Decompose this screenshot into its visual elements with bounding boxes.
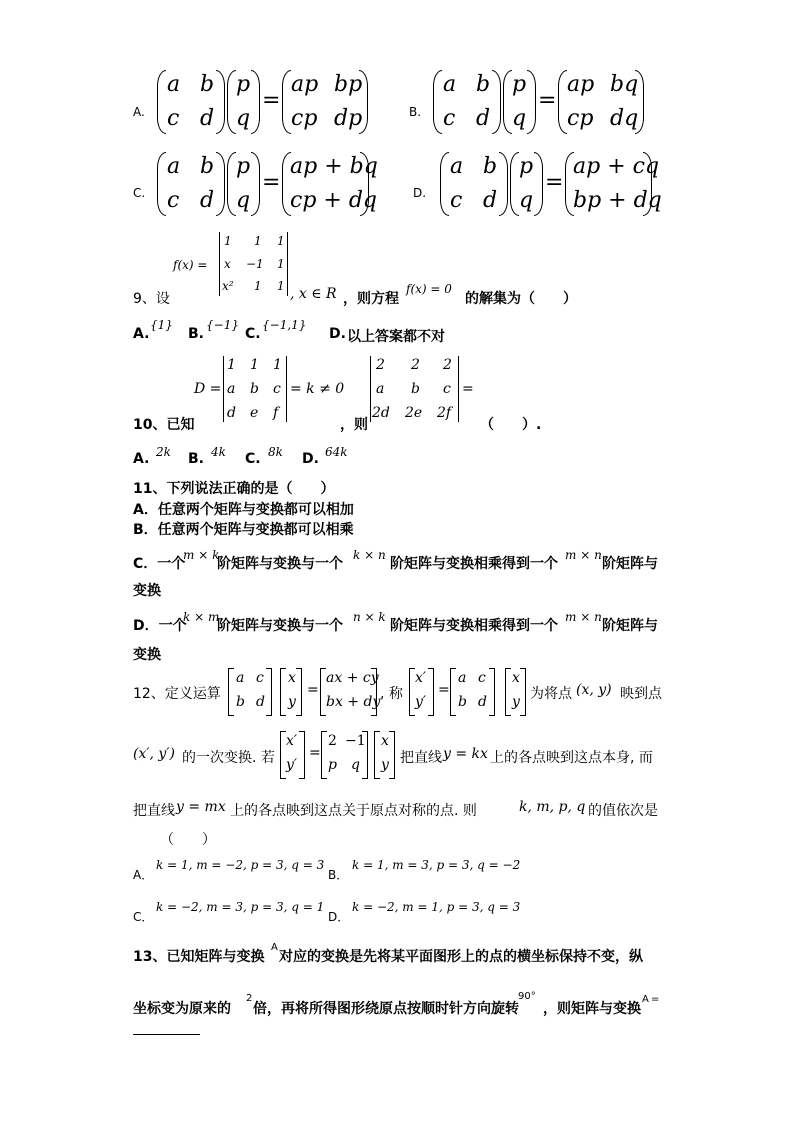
option-D: D．一个 [133, 618, 187, 634]
option-A: A．任意两个矩阵与变换都可以相加 [133, 502, 354, 518]
option-C: C．一个 [133, 556, 186, 572]
option-label: C. [133, 186, 146, 200]
option-label: A． [133, 868, 154, 882]
right-paren [216, 70, 225, 134]
option-B: B．任意两个矩阵与变换都可以相乘 [133, 522, 354, 538]
option-label: B． [328, 868, 349, 882]
option-label: D. [413, 186, 427, 200]
option-label: C． [133, 910, 154, 924]
question-number: 10、已知 [133, 417, 195, 433]
option-label: D． [328, 910, 350, 924]
question-stem: 11、下列说法正确的是（ ） [133, 481, 335, 497]
question-number: 9、设 [133, 291, 170, 307]
option-label: B. [409, 105, 422, 119]
answer-blank [133, 1034, 200, 1035]
question-number: 12、定义运算 [133, 686, 221, 702]
option-label: A. [133, 105, 145, 119]
left-paren [157, 70, 166, 134]
question-number: 13、已知矩阵与变换 [133, 949, 265, 965]
